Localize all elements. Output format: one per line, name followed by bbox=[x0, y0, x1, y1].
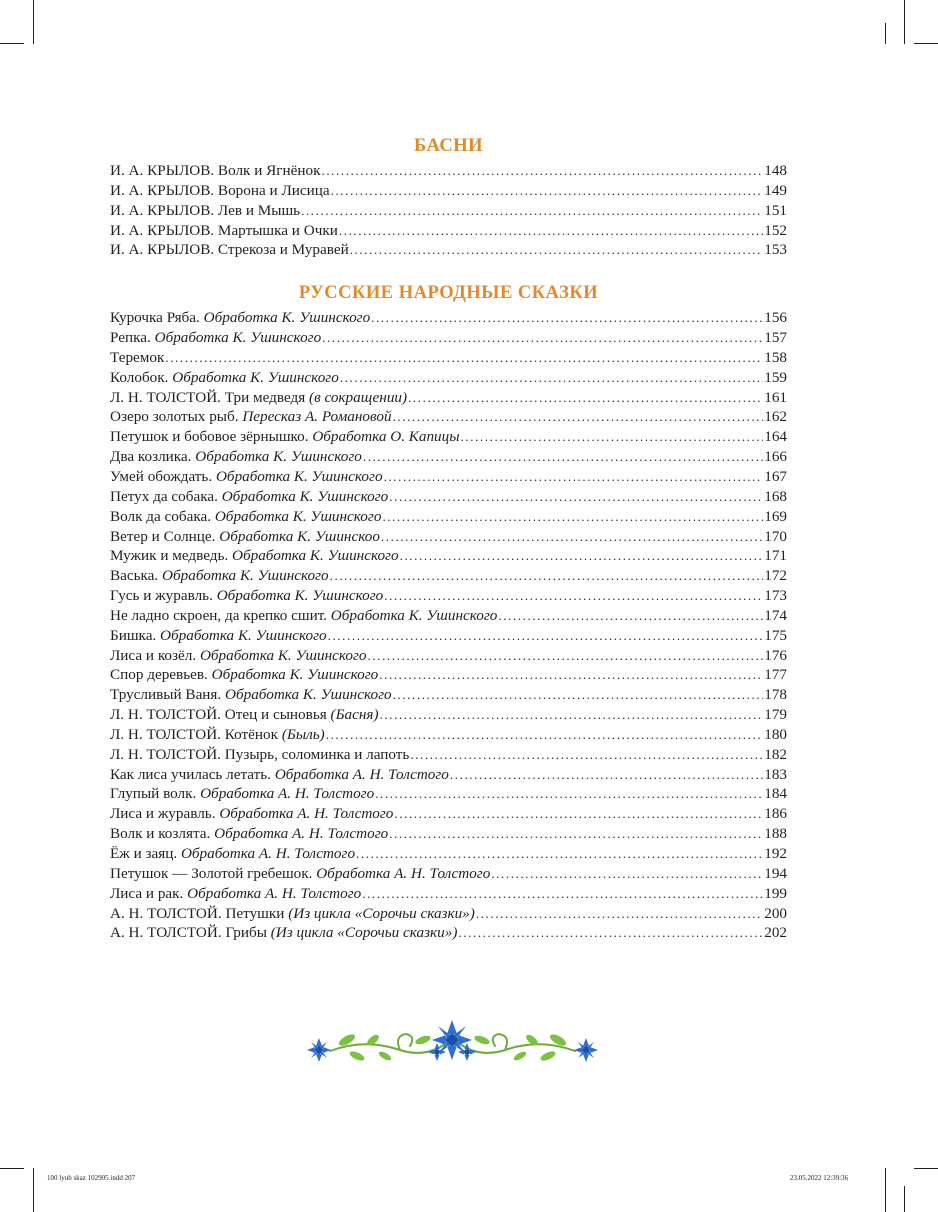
dot-leader bbox=[379, 665, 763, 685]
toc-row[interactable] bbox=[110, 824, 787, 844]
toc-entry bbox=[110, 308, 370, 328]
toc-row[interactable] bbox=[110, 665, 787, 685]
toc-row[interactable] bbox=[110, 388, 787, 408]
toc-row[interactable] bbox=[110, 745, 787, 765]
entry-note: (Басня) bbox=[330, 706, 379, 724]
dot-leader bbox=[301, 201, 763, 221]
entry-title: Петух да собака. bbox=[110, 487, 218, 505]
toc-entry bbox=[110, 221, 338, 241]
dot-leader bbox=[330, 566, 764, 586]
toc-entry bbox=[110, 527, 380, 547]
toc-row[interactable] bbox=[110, 844, 787, 864]
entry-title: И. А. КРЫЛОВ. Волк и Ягнёнок bbox=[110, 162, 321, 179]
toc-row[interactable] bbox=[110, 161, 787, 181]
toc-row[interactable] bbox=[110, 328, 787, 348]
entry-note: Обработка К. Ушинского bbox=[162, 567, 329, 585]
entry-title: Л. Н. ТОЛСТОЙ. Отец и сыновья bbox=[110, 706, 327, 724]
toc-entry bbox=[110, 685, 392, 705]
page-number: 169 bbox=[764, 507, 787, 525]
page-number: 179 bbox=[764, 706, 787, 724]
toc-row[interactable] bbox=[110, 884, 787, 904]
toc-entry bbox=[110, 161, 320, 181]
toc-row[interactable] bbox=[110, 507, 787, 527]
entry-title: Лиса и рак. bbox=[110, 884, 184, 902]
page-number: 182 bbox=[764, 745, 787, 763]
page-number: 173 bbox=[764, 587, 787, 605]
entry-note: Пересказ А. Романовой bbox=[242, 408, 392, 426]
dot-leader bbox=[340, 368, 763, 388]
toc-entry bbox=[110, 407, 392, 427]
dot-leader bbox=[350, 240, 764, 260]
page-number: 161 bbox=[764, 388, 787, 406]
entry-title: Л. Н. ТОЛСТОЙ. Котёнок bbox=[110, 725, 279, 743]
entry-title: Спор деревьев. bbox=[110, 666, 208, 684]
crop-mark bbox=[904, 1186, 905, 1212]
dot-leader bbox=[408, 388, 763, 408]
entry-title: А. Н. ТОЛСТОЙ. Петушки bbox=[110, 904, 285, 922]
slug-file-info: 100 lyub skaz 102905.indd 207 bbox=[47, 1174, 136, 1182]
entry-title: Не ладно скроен, да крепко сшит. bbox=[110, 606, 327, 624]
entry-title: Колобок. bbox=[110, 368, 169, 386]
page-number: 157 bbox=[764, 329, 787, 347]
toc-entry bbox=[110, 804, 393, 824]
entry-title: А. Н. ТОЛСТОЙ. Грибы bbox=[110, 924, 267, 942]
toc-entry bbox=[110, 923, 457, 943]
dot-leader bbox=[384, 586, 763, 606]
page-number: 171 bbox=[764, 547, 787, 565]
page-number: 151 bbox=[764, 201, 787, 219]
table-of-contents bbox=[110, 133, 787, 943]
entry-title: Лиса и журавль. bbox=[110, 805, 216, 823]
page-number: 170 bbox=[764, 527, 787, 545]
dot-leader bbox=[458, 923, 763, 943]
toc-row[interactable] bbox=[110, 784, 787, 804]
entry-note: Обработка А. Н. Толстого bbox=[200, 785, 375, 803]
dot-leader bbox=[394, 804, 763, 824]
toc-entry bbox=[110, 546, 399, 566]
entry-note: Обработка А. Н. Толстого bbox=[187, 884, 362, 902]
dot-leader bbox=[339, 221, 763, 241]
entry-note: Обработка О. Капицы bbox=[312, 428, 460, 446]
page-number: 188 bbox=[764, 825, 787, 843]
toc-entry bbox=[110, 240, 349, 260]
entry-note: Обработка К. Ушинского bbox=[232, 547, 399, 565]
dot-leader bbox=[363, 447, 763, 467]
toc-entry bbox=[110, 606, 497, 626]
page-number: 159 bbox=[764, 368, 787, 386]
crop-mark bbox=[914, 1168, 938, 1169]
dot-leader bbox=[321, 161, 763, 181]
entry-note: Обработка А. Н. Толстого bbox=[219, 805, 394, 823]
entry-title: Лиса и козёл. bbox=[110, 646, 197, 664]
toc-row[interactable] bbox=[110, 765, 787, 785]
entry-title: Волк да собака. bbox=[110, 507, 212, 525]
toc-entry bbox=[110, 507, 381, 527]
page-number: 200 bbox=[764, 904, 787, 922]
page-number: 149 bbox=[764, 181, 787, 199]
toc-row[interactable] bbox=[110, 467, 787, 487]
toc-row[interactable] bbox=[110, 606, 787, 626]
page-number: 158 bbox=[764, 348, 787, 366]
entry-note: Обработка К. Ушинского bbox=[172, 368, 339, 386]
dot-leader bbox=[393, 407, 764, 427]
toc-row[interactable] bbox=[110, 407, 787, 427]
toc-row[interactable] bbox=[110, 487, 787, 507]
toc-row[interactable] bbox=[110, 646, 787, 666]
entry-title: Гусь и журавль. bbox=[110, 587, 213, 605]
entry-note: Обработка К. Ушинского bbox=[199, 646, 367, 664]
toc-entry bbox=[110, 368, 339, 388]
toc-entry bbox=[110, 725, 325, 745]
toc-entry bbox=[110, 487, 388, 507]
dot-leader bbox=[476, 904, 763, 924]
toc-row[interactable] bbox=[110, 240, 787, 260]
section-title-folk-tales: РУССКИЕ НАРОДНЫЕ СКАЗКИ bbox=[298, 283, 599, 304]
page-number: 164 bbox=[764, 428, 787, 446]
entry-title: Озеро золотых рыб. bbox=[110, 408, 239, 426]
entry-title: Теремок bbox=[110, 348, 165, 366]
toc-entry bbox=[110, 844, 355, 864]
entry-note: Обработка К. Ушинского bbox=[215, 467, 383, 485]
entry-title: И. А. КРЫЛОВ. Лев и Мышь bbox=[110, 201, 301, 219]
dot-leader bbox=[165, 348, 763, 368]
page-number: 175 bbox=[764, 626, 787, 644]
toc-row[interactable] bbox=[110, 348, 787, 368]
entry-title: Васька. bbox=[110, 567, 159, 585]
page-number: 177 bbox=[764, 666, 787, 684]
toc-row[interactable] bbox=[110, 308, 787, 328]
dot-leader bbox=[328, 626, 764, 646]
toc-entry bbox=[110, 646, 367, 666]
page-number: 148 bbox=[764, 162, 787, 179]
toc-row[interactable] bbox=[110, 221, 787, 241]
entry-title: Мужик и медведь. bbox=[110, 547, 229, 565]
dot-leader bbox=[450, 765, 763, 785]
entry-note: Обработка К. Ушинского bbox=[216, 587, 384, 605]
entry-note: Обработка К. Ушинского bbox=[214, 507, 382, 525]
dot-leader bbox=[389, 824, 763, 844]
page-number: 202 bbox=[764, 924, 787, 942]
dot-leader bbox=[389, 487, 763, 507]
entry-note: (Из цикла «Сорочьи сказки») bbox=[270, 924, 458, 942]
toc-entry bbox=[110, 705, 379, 725]
toc-entry bbox=[110, 467, 383, 487]
entry-title: Трусливый Ваня. bbox=[110, 686, 222, 704]
entry-title: Ёж и заяц. bbox=[110, 845, 178, 862]
entry-title: Курочка Ряба. bbox=[110, 309, 200, 327]
dot-leader bbox=[362, 884, 763, 904]
entry-title: Ветер и Солнце. bbox=[110, 527, 216, 545]
toc-entry bbox=[110, 904, 475, 924]
toc-entry bbox=[110, 784, 374, 804]
entry-note: Обработка А. Н. Толстого bbox=[180, 845, 356, 862]
entry-note: Обработка К. Ушинского bbox=[221, 487, 389, 505]
page-number: 153 bbox=[764, 241, 787, 259]
entry-note: Обработка К. Ушинского bbox=[225, 686, 392, 704]
cornflower-vine-ornament-icon bbox=[305, 1018, 600, 1073]
dot-leader bbox=[322, 328, 763, 348]
toc-entry bbox=[110, 864, 490, 884]
toc-entry bbox=[110, 884, 361, 904]
dot-leader bbox=[371, 308, 763, 328]
page-number: 162 bbox=[764, 408, 787, 426]
page-number: 180 bbox=[764, 725, 787, 743]
page-number: 192 bbox=[764, 845, 787, 862]
toc-row[interactable] bbox=[110, 586, 787, 606]
entry-note: (Из цикла «Сорочьи сказки») bbox=[288, 904, 475, 922]
toc-entry bbox=[110, 348, 164, 368]
folk-tales-list bbox=[110, 308, 787, 943]
fables-list bbox=[110, 161, 787, 260]
entry-title: Л. Н. ТОЛСТОЙ. Пузырь, соломинка и лапоть bbox=[110, 745, 410, 763]
toc-row[interactable] bbox=[110, 181, 787, 201]
page-number: 186 bbox=[764, 805, 787, 823]
dot-leader bbox=[382, 507, 763, 527]
page-number: 156 bbox=[764, 309, 787, 327]
dot-leader bbox=[410, 745, 763, 765]
toc-row[interactable] bbox=[110, 447, 787, 467]
entry-title: И. А. КРЫЛОВ. Мартышка и Очки bbox=[110, 221, 338, 239]
entry-note: Обработка А. Н. Толстого bbox=[214, 825, 389, 843]
dot-leader bbox=[384, 467, 764, 487]
crop-mark bbox=[0, 43, 24, 44]
entry-note: (Быль) bbox=[281, 725, 325, 743]
toc-row[interactable] bbox=[110, 201, 787, 221]
entry-note: (в сокращении) bbox=[309, 388, 408, 406]
entry-title: И. А. КРЫЛОВ. Ворона и Лисица bbox=[110, 181, 330, 199]
toc-entry bbox=[110, 824, 388, 844]
dot-leader bbox=[498, 606, 763, 626]
page-number: 174 bbox=[764, 606, 787, 624]
toc-entry bbox=[110, 745, 409, 765]
entry-note: Обработка К. Ушинского bbox=[203, 309, 371, 327]
dot-leader bbox=[491, 864, 763, 884]
page-number: 168 bbox=[764, 487, 787, 505]
dot-leader bbox=[380, 705, 764, 725]
page-number: 152 bbox=[764, 221, 787, 239]
page-number: 172 bbox=[764, 567, 787, 585]
entry-title: Л. Н. ТОЛСТОЙ. Три медведя bbox=[110, 388, 306, 406]
toc-entry bbox=[110, 388, 407, 408]
entry-title: Петушок и бобовое зёрнышко. bbox=[110, 428, 309, 446]
crop-mark bbox=[0, 1168, 24, 1169]
toc-row[interactable] bbox=[110, 685, 787, 705]
entry-title: Умей обождать. bbox=[110, 467, 213, 485]
toc-entry bbox=[110, 626, 327, 646]
toc-entry bbox=[110, 665, 378, 685]
entry-title: Репка. bbox=[110, 329, 151, 347]
toc-row[interactable] bbox=[110, 923, 787, 943]
dot-leader bbox=[400, 546, 764, 566]
toc-row[interactable] bbox=[110, 725, 787, 745]
page-number: 167 bbox=[764, 467, 787, 485]
page-number: 178 bbox=[764, 686, 787, 704]
dot-leader bbox=[356, 844, 763, 864]
toc-entry bbox=[110, 447, 362, 467]
entry-title: Два козлика. bbox=[110, 448, 192, 466]
toc-row[interactable] bbox=[110, 804, 787, 824]
toc-row[interactable] bbox=[110, 427, 787, 447]
entry-title: Как лиса училась летать. bbox=[110, 765, 272, 783]
slug-timestamp: 23.05.2022 12:39:36 bbox=[790, 1174, 849, 1182]
entry-note: Обработка К. Ушинского bbox=[330, 606, 498, 624]
entry-note: Обработка К. Ушинского bbox=[160, 626, 327, 644]
page-number: 194 bbox=[764, 864, 787, 882]
dot-leader bbox=[368, 646, 764, 666]
page-number: 166 bbox=[764, 448, 787, 466]
section-title-fables: БАСНИ bbox=[413, 136, 484, 156]
page-number: 199 bbox=[764, 884, 787, 902]
entry-note: Обработка А. Н. Толстого bbox=[274, 765, 449, 783]
entry-title: Бишка. bbox=[110, 626, 157, 644]
dot-leader bbox=[331, 181, 764, 201]
dot-leader bbox=[461, 427, 764, 447]
entry-title: Волк и козлята. bbox=[110, 825, 211, 843]
toc-row[interactable] bbox=[110, 626, 787, 646]
entry-title: И. А. КРЫЛОВ. Стрекоза и Муравей bbox=[110, 241, 349, 259]
toc-row[interactable] bbox=[110, 904, 787, 924]
crop-mark bbox=[33, 0, 34, 44]
dot-leader bbox=[393, 685, 764, 705]
dot-leader bbox=[381, 527, 763, 547]
entry-note: Обработка К. Ушинского bbox=[154, 329, 322, 347]
toc-row[interactable] bbox=[110, 566, 787, 586]
page-number: 183 bbox=[764, 765, 787, 783]
toc-entry bbox=[110, 181, 330, 201]
entry-note: Обработка К. Ушинскоо bbox=[219, 527, 380, 545]
dot-leader bbox=[375, 784, 763, 804]
dot-leader bbox=[326, 725, 763, 745]
page-number: 176 bbox=[764, 646, 787, 664]
toc-entry bbox=[110, 765, 449, 785]
toc-row[interactable] bbox=[110, 546, 787, 566]
crop-mark bbox=[914, 43, 938, 44]
crop-mark bbox=[33, 1168, 34, 1212]
entry-note: Обработка А. Н. Толстого bbox=[316, 864, 491, 882]
toc-row[interactable] bbox=[110, 705, 787, 725]
toc-entry bbox=[110, 566, 329, 586]
toc-row[interactable] bbox=[110, 864, 787, 884]
entry-note: Обработка К. Ушинского bbox=[211, 666, 379, 684]
page-number: 184 bbox=[764, 785, 787, 803]
toc-entry bbox=[110, 201, 300, 221]
crop-mark bbox=[885, 1168, 886, 1212]
toc-entry bbox=[110, 427, 460, 447]
toc-entry bbox=[110, 328, 321, 348]
entry-note: Обработка К. Ушинского bbox=[195, 448, 362, 466]
toc-row[interactable] bbox=[110, 527, 787, 547]
crop-mark bbox=[904, 0, 905, 44]
entry-title: Глупый волк. bbox=[110, 785, 197, 803]
toc-entry bbox=[110, 586, 383, 606]
section-gap bbox=[110, 260, 787, 280]
toc-row[interactable] bbox=[110, 368, 787, 388]
entry-title: Петушок — Золотой гребешок. bbox=[110, 864, 313, 882]
crop-mark bbox=[885, 23, 886, 44]
